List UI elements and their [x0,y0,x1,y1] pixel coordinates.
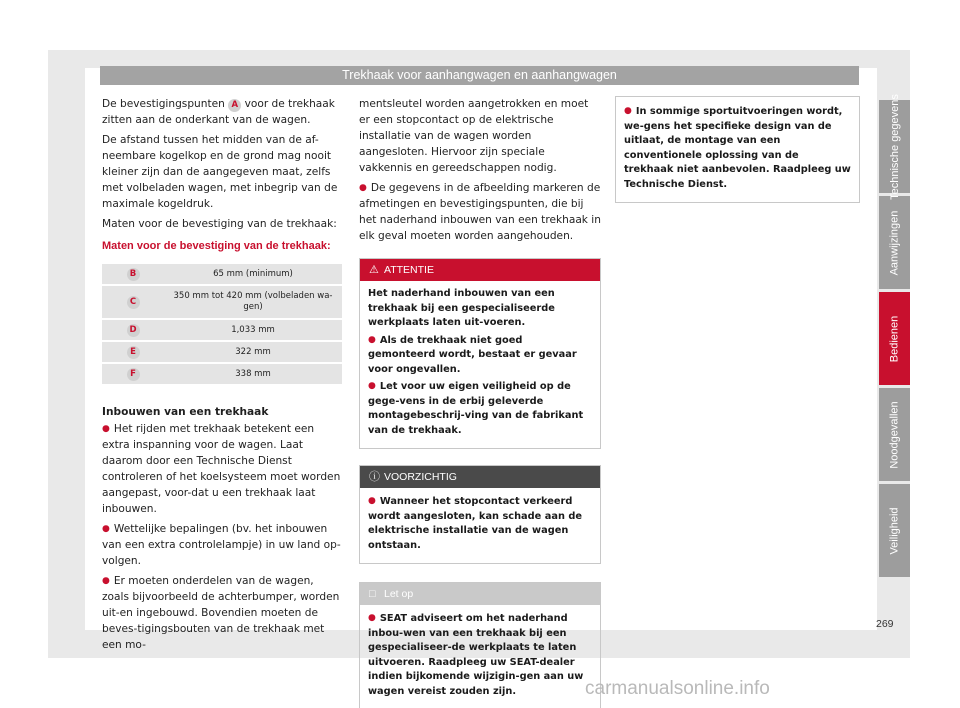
bullet-parts: ● Er moeten onderdelen van de wagen, zoals bijvoorbeeld de achterbumper, worden uit-en ingebouwd. Bovendien moeten de beves-tigingsbouten van de trekhaak met een mo- [102,573,342,653]
table-row [102,364,342,384]
attention-bullet: ● Als de trekhaak niet goed gemonteerd wordt, bestaat er gevaar voor ongevallen. [368,333,592,378]
column-1 [102,96,342,657]
chapter-tabs [879,93,910,580]
dimensions-table [102,262,342,386]
caution-body [360,488,600,563]
ref-marker-b: B [127,268,140,281]
attention-body [360,281,600,448]
paragraph-continued: mentsleutel worden aangetrokken en moet er een stopcontact op de elektrische installatie van de wagen worden aangesloten. Hiervoor zijn speciale vakkennis en gereedschappen nodig. [359,98,589,174]
ref-marker-a: A [228,99,241,112]
paragraph-distance: De afstand tussen het midden van de af-neembare kogelkop en de grond mag nooit kleiner zijn dan de aangegeven maat, zelfs met volbeladen wagen, met inbegrip van de maximale kogeldruk. [102,134,338,210]
note-bullet: ● SEAT adviseert om het naderhand inbou-wen van een trekhaak bij een gespecialiseer-de werkplaats te laten uitvoeren. Raadpleeg uw SEAT-dealer indien bijkomende wijzigin-gen aan uw wagen vereist zouden zijn. [368,611,592,699]
note-box [359,582,601,708]
tab-aanwijzingen[interactable]: Aanwijzingen [879,196,910,289]
tab-noodgevallen[interactable]: Noodgevallen [879,388,910,481]
caution-box [359,465,601,564]
caution-bullet: ● Wanneer het stopcontact verkeerd wordt aangesloten, kan schade aan de elektrische installatie van de wagen ontstaan. [368,494,592,553]
column-3 [615,96,860,203]
caution-header: ⓘ VOORZICHTIG [360,466,600,488]
ref-marker-e: E [127,346,140,359]
tab-bedienen[interactable]: Bedienen [879,292,910,385]
exclamation-circle-icon: ⓘ [369,471,380,483]
note-header: □ Let op [360,583,600,605]
ref-marker-f: F [127,368,140,381]
table-row [102,342,342,362]
attention-header: ⚠ ATTENTIE [360,259,600,281]
ref-marker-c: C [127,296,140,309]
info-box [615,96,860,203]
bullet-figure-data: ● De gegevens in de afbeelding markeren de afmetingen en bevestigingspunten, die bij het naderhand inbouwen van een trekhaak in elk geval moeten worden aangehouden. [359,180,601,244]
tab-technische-gegevens[interactable]: Technische gegevens [879,100,910,193]
watermark: carmanualsonline.info [585,678,770,699]
paragraph-mounting-points: De bevestigingspunten A voor de trekhaak zitten aan de onderkant van de wagen. [102,98,335,126]
attention-box [359,258,601,449]
attention-bullet: ● Let voor uw eigen veiligheid op de gege-vens in de erbij geleverde montagebeschrij-ving van de fabrikant van de trekhaak. [368,379,592,438]
table-cell: 350 mm tot 420 mm (volbeladen wa-gen) [164,286,342,318]
paragraph-dimensions-intro: Maten voor de bevestiging van de trekhaak: [102,218,337,230]
table-title: Maten voor de bevestiging van de trekhaak: [102,240,331,252]
bullet-cooling: ● Het rijden met trekhaak betekent een extra inspanning voor de wagen. Laat daarom door een Technische Dienst controleren of het koelsysteem moet worden aangepast, voor-dat u een trekhaak laat inbouwen. [102,421,342,517]
ref-marker-d: D [127,324,140,337]
subheading-installation: Inbouwen van een trekhaak [102,406,269,418]
table-cell: 322 mm [164,342,342,362]
note-body [360,605,600,708]
info-body [616,97,859,202]
note-icon: □ [369,588,376,600]
table-cell: 65 mm (minimum) [164,264,342,284]
table-cell: 1,033 mm [164,320,342,340]
bullet-legal: ● Wettelijke bepalingen (bv. het inbouwen van een extra controlelampje) in uw land op-volgen. [102,521,342,569]
info-bullet: ● In sommige sportuitvoeringen wordt, we-gens het specifieke design van de uitlaat, de montage van een conventionele oplossing van de trekhaak niet aanbevolen. Raadpleeg uw Technische Dienst. [624,104,851,192]
table-cell: 338 mm [164,364,342,384]
table-row [102,286,342,318]
page-number: 269 [876,618,894,630]
table-row [102,320,342,340]
column-2 [359,96,601,708]
attention-text: Het naderhand inbouwen van een trekhaak bij een gespecialiseerde werkplaats laten uit-voeren. [368,288,555,328]
warning-triangle-icon: ⚠ [369,264,379,276]
table-row [102,264,342,284]
tab-veiligheid[interactable]: Veiligheid [879,484,910,577]
section-header: Trekhaak voor aanhangwagen en aanhangwagen [100,66,859,85]
